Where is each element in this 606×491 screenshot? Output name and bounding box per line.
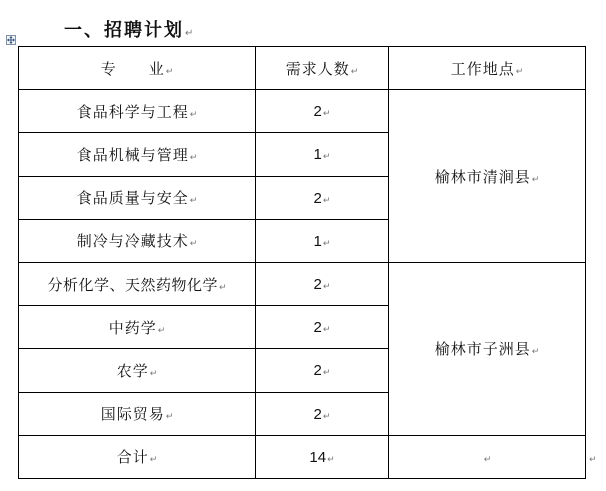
section-title-text: 一、招聘计划 (64, 20, 184, 41)
count-cell: 2↵ (256, 392, 389, 435)
major-cell: 农学↵ (19, 349, 256, 392)
major-cell: 食品科学与工程↵ (19, 90, 256, 133)
count-cell: 2↵ (256, 176, 389, 219)
total-label-cell: 合计↵ (19, 435, 256, 478)
total-location-cell: ↵ (389, 435, 586, 478)
total-count-cell: 14↵ (256, 435, 389, 478)
header-count: 需求人数↵ (256, 47, 389, 90)
header-location: 工作地点↵ (389, 47, 586, 90)
table-row (19, 262, 586, 305)
major-cell: 中药学↵ (19, 306, 256, 349)
location-cell: 榆林市清涧县↵ (389, 90, 586, 263)
row-end-mark: ↵ (589, 455, 597, 465)
table-move-handle-icon[interactable] (6, 35, 16, 45)
major-cell: 国际贸易↵ (19, 392, 256, 435)
count-cell: 2↵ (256, 306, 389, 349)
major-cell: 食品质量与安全↵ (19, 176, 256, 219)
major-cell: 分析化学、天然药物化学↵ (19, 262, 256, 305)
table-total-row (19, 435, 586, 478)
header-major: 专 业↵ (19, 47, 256, 90)
major-cell: 食品机械与管理↵ (19, 133, 256, 176)
count-cell: 2↵ (256, 262, 389, 305)
table-row (19, 90, 586, 133)
major-cell: 制冷与冷藏技术↵ (19, 219, 256, 262)
paragraph-mark: ↵ (185, 28, 194, 39)
recruitment-plan-table (18, 46, 586, 479)
location-cell: 榆林市子洲县↵ (389, 262, 586, 435)
count-cell: 2↵ (256, 349, 389, 392)
table-header-row (19, 47, 586, 90)
count-cell: 1↵ (256, 133, 389, 176)
section-title (64, 18, 193, 44)
count-cell: 1↵ (256, 219, 389, 262)
count-cell: 2↵ (256, 90, 389, 133)
